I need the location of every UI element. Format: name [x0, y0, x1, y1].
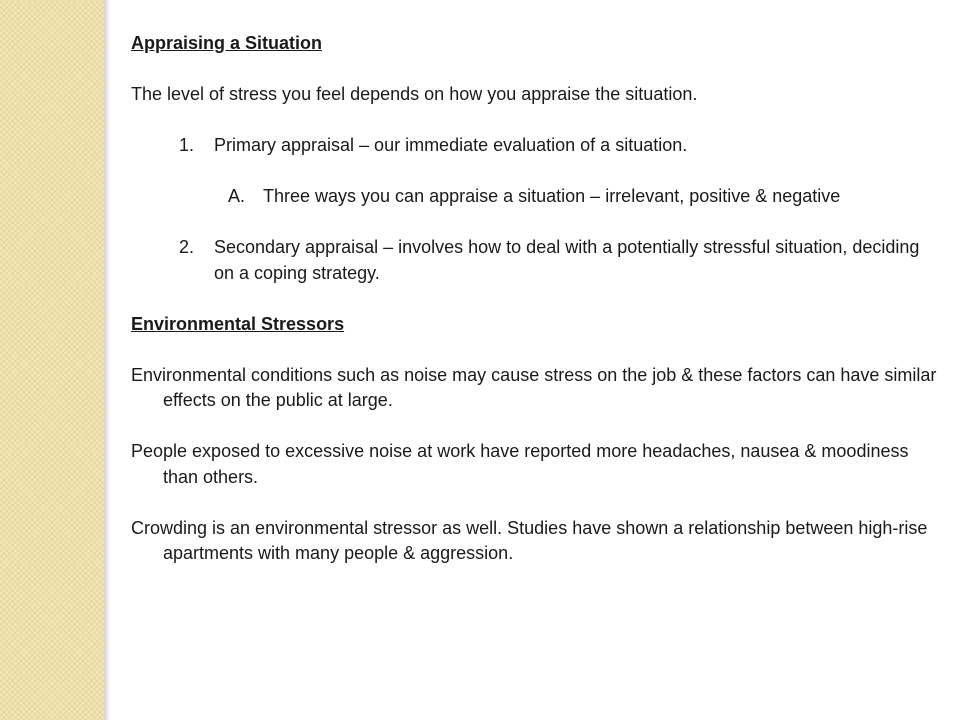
intro-paragraph: The level of stress you feel depends on how you appraise the situation.: [131, 84, 698, 104]
spacer: [131, 286, 941, 312]
spacer: [131, 414, 941, 440]
spacer: [131, 159, 941, 185]
list-item-text: Secondary appraisal – involves how to deal with a potentially stressful situation, deciding on a coping strategy.: [214, 237, 920, 283]
spacer: [131, 210, 941, 236]
decorative-side-band: [0, 0, 104, 720]
paragraph-crowding: Crowding is an environmental stressor as well. Studies have shown a relationship between high-rise apartments with many people & aggression.: [131, 517, 928, 563]
list-marker: 1.: [179, 135, 195, 155]
slide-content: [131, 31, 941, 567]
paragraph-noise-effects: People exposed to excessive noise at work have reported more headaches, nausea & moodiness than others.: [131, 441, 909, 487]
list-item-text: Primary appraisal – our immediate evaluation of a situation.: [214, 135, 688, 155]
spacer: [131, 337, 941, 363]
section-heading-appraising: Appraising a Situation: [131, 33, 323, 53]
spacer: [131, 108, 941, 134]
list-item-secondary-appraisal: [131, 235, 941, 286]
sublist-item-text: Three ways you can appraise a situation – irrelevant, positive & negative: [263, 186, 841, 206]
sublist-item-three-ways: [131, 184, 941, 210]
spacer: [131, 490, 941, 516]
list-marker: 2.: [179, 237, 195, 257]
side-band-shadow: [104, 0, 110, 720]
spacer: [131, 57, 941, 83]
section-heading-environmental: Environmental Stressors: [131, 313, 345, 334]
paragraph-noise-conditions: Environmental conditions such as noise may cause stress on the job & these factors can have similar effects on the public at large.: [131, 364, 937, 410]
sublist-marker: A.: [228, 186, 246, 206]
list-item-primary-appraisal: [131, 133, 941, 159]
